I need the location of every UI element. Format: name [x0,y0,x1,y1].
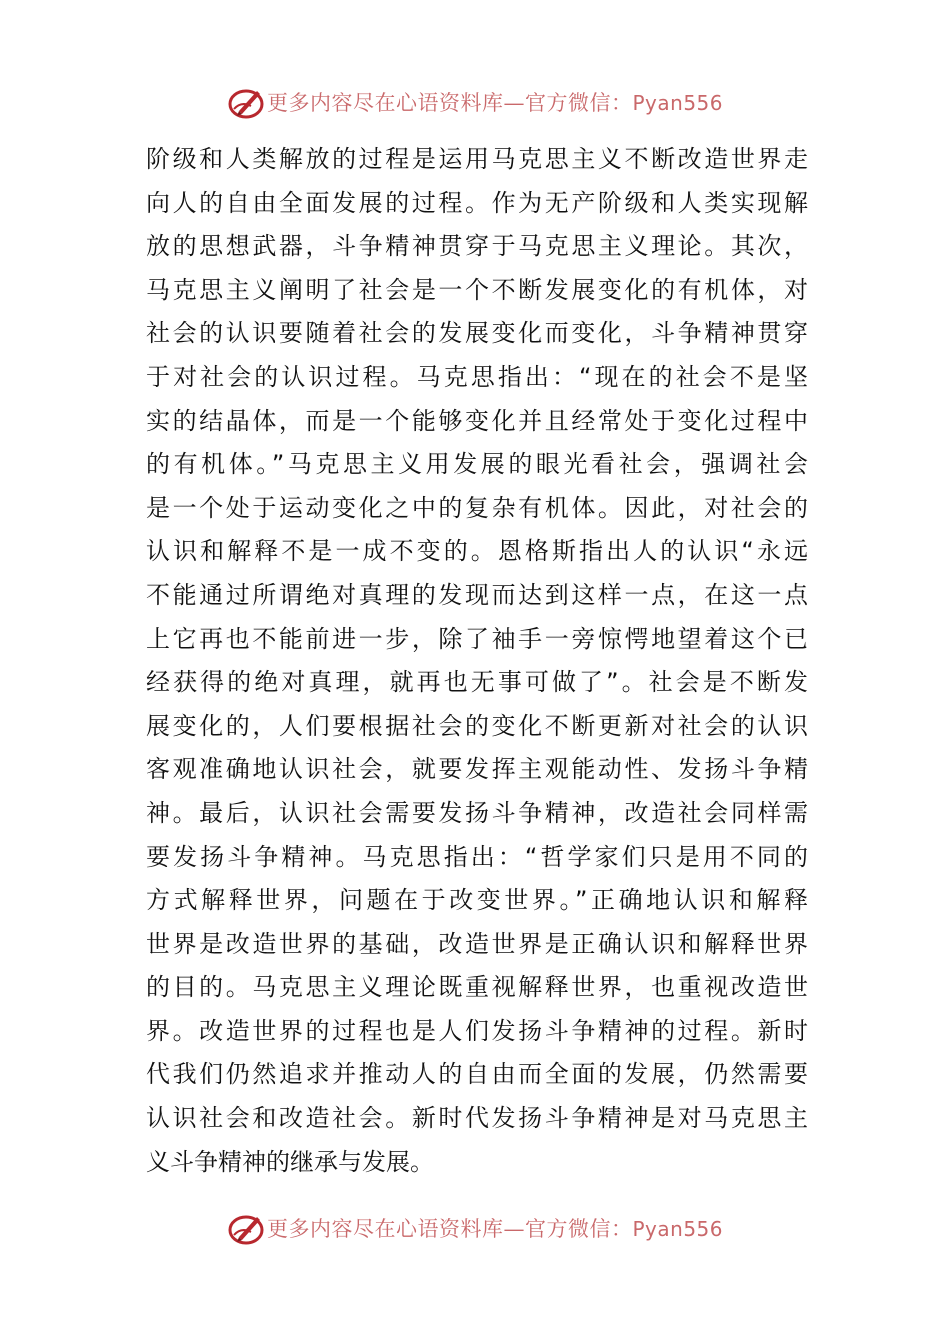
body-line: 展变化的，人们要根据社会的变化不断更新对社会的认识 [146,711,808,740]
body-line: 义斗争精神的继承与发展。 [146,1147,434,1176]
body-line: 客观准确地认识社会，就要发挥主观能动性、发扬斗争精 [146,755,808,784]
body-line: 社会的认识要随着社会的发展变化而变化，斗争精神贯穿 [146,319,808,348]
body-line: 认识社会和改造社会。新时代发扬斗争精神是对马克思主 [146,1104,808,1133]
body-line: 的有机体。”马克思主义用发展的眼光看社会，强调社会 [146,450,808,479]
body-line: 上它再也不能前进一步，除了袖手一旁惊愕地望着这个已 [146,624,808,653]
body-line: 代我们仍然追求并推动人的自由而全面的发展，仍然需要 [146,1060,808,1089]
body-line: 的目的。马克思主义理论既重视解释世界，也重视改造世 [146,973,808,1002]
body-line: 放的思想武器，斗争精神贯穿于马克思主义理论。其次， [146,232,808,261]
footer-banner-text [267,1213,723,1243]
body-line: 界。改造世界的过程也是人们发扬斗争精神的过程。新时 [146,1016,808,1045]
body-line: 要发扬斗争精神。马克思指出：“哲学家们只是用不同的 [146,842,808,871]
body-line: 认识和解释不是一成不变的。恩格斯指出人的认识“永远 [146,537,808,566]
header-banner [0,82,950,122]
footer-banner-label: 更多内容尽在心语资料库—官方微信： [266,1217,633,1241]
pen-logo-icon [227,85,265,119]
body-line: 经获得的绝对真理，就再也无事可做了”。社会是不断发 [146,668,808,697]
body-line: 方式解释世界，问题在于改变世界。”正确地认识和解释 [146,886,808,915]
body-line: 于对社会的认识过程。马克思指出：“现在的社会不是坚 [146,362,808,391]
header-wechat-id: Pyan556 [632,91,723,115]
body-line: 世界是改造世界的基础，改造世界是正确认识和解释世界 [146,929,808,958]
header-banner-label: 更多内容尽在心语资料库—官方微信： [266,91,633,115]
body-line: 向人的自由全面发展的过程。作为无产阶级和人类实现解 [146,188,808,217]
footer-banner [0,1208,950,1248]
body-line: 阶级和人类解放的过程是运用马克思主义不断改造世界走 [146,145,808,173]
footer-wechat-id: Pyan556 [632,1217,723,1241]
header-banner-text [267,87,723,117]
body-line: 不能通过所谓绝对真理的发现而达到这样一点，在这一点 [146,580,808,609]
body-line: 马克思主义阐明了社会是一个不断发展变化的有机体，对 [146,275,808,304]
body-text [146,138,808,1184]
pen-logo-icon [227,1211,265,1245]
body-line: 实的结晶体，而是一个能够变化并且经常处于变化过程中 [146,406,808,435]
body-line: 神。最后，认识社会需要发扬斗争精神，改造社会同样需 [146,798,808,827]
body-line: 是一个处于运动变化之中的复杂有机体。因此，对社会的 [146,493,808,522]
